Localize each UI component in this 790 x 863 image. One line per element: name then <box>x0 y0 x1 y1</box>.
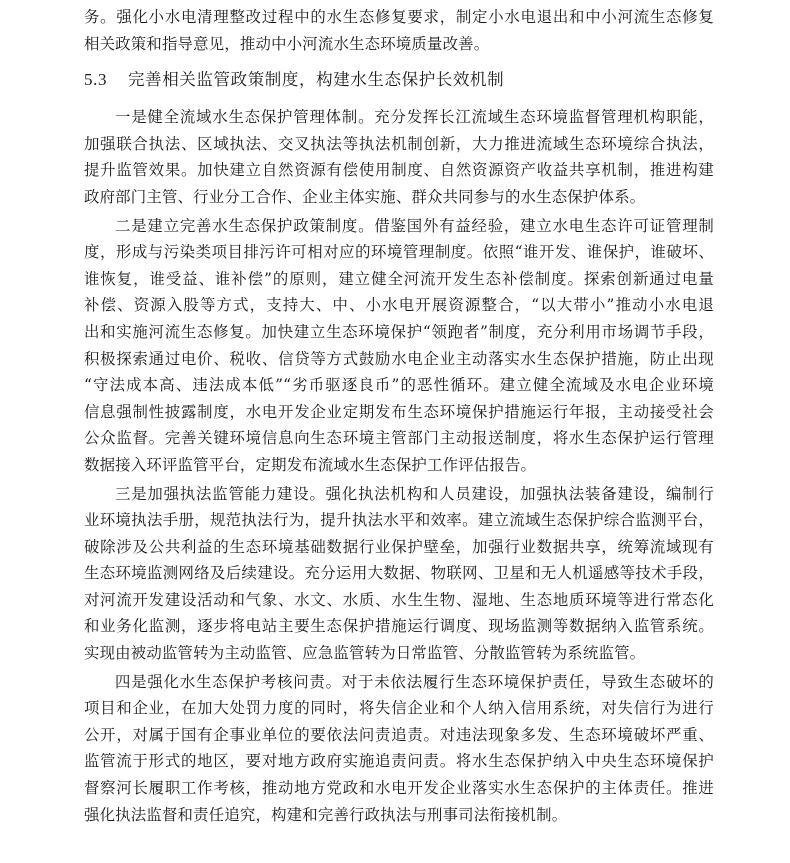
text-line: 和业务化监测，逐步将电站主要生态保护措施运行调度、现场监测等数据纳入监管系统。 <box>84 617 714 636</box>
section-heading <box>84 66 714 94</box>
text-line: 相关政策和指导意见，推动中小河流水生态环境质量改善。 <box>84 34 490 53</box>
paragraph-policy-system <box>84 213 714 479</box>
text-line: 积极探索通过电价、税收、信贷等方式鼓励水电企业主动落实水生态保护措施，防止出现 <box>84 349 714 368</box>
text-line: 二是建立完善水生态保护政策制度。借鉴国外有益经验，建立水电生态许可证管理制 <box>115 216 714 235</box>
text-line: 政府部门主管、行业分工合作、企业主体实施、群众共同参与的水生态保护体系。 <box>84 187 646 206</box>
text-line: 督察河长履职工作考核，推动地方党政和水电开发企业落实水生态保护的主体责任。推进 <box>84 779 714 798</box>
text-line: 强化执法监督和责任追究，构建和完善行政执法与刑事司法衔接机制。 <box>84 805 568 824</box>
text-line: 实现由被动监管转为主动监管、应急监管转为日常监管、分散监管转为系统监管。 <box>84 644 646 663</box>
text-line: 加强联合执法、区域执法、交叉执法等执法机制创新，大力推进流域生态环境综合执法， <box>84 134 714 153</box>
text-line: 四是强化水生态保护考核问责。对于未依法履行生态环境保护责任，导致生态破坏的 <box>115 672 714 691</box>
text-line: 度，形成与污染类项目排污许可相对应的环境管理制度。依照“谁开发、谁保护，谁破坏、 <box>84 243 714 262</box>
text-line: 监管流于形式的地区，要对地方政府实施追责问责。将水生态保护纳入中央生态环境保护 <box>84 752 714 771</box>
section-number: 5.3 <box>84 70 108 90</box>
paragraph-enforcement-capacity <box>84 481 714 667</box>
text-line: 一是健全流域水生态保护管理体制。充分发挥长江流域生态环境监督管理机构职能， <box>115 108 714 127</box>
text-line: 谁恢复，谁受益、谁补偿”的原则，建立健全河流开发生态补偿制度。探索创新通过电量 <box>84 269 714 288</box>
text-line: 信息强制性披露制度，水电开发企业定期发布生态环境保护措施运行年报，主动接受社会 <box>84 402 714 421</box>
continuation-paragraph <box>84 4 714 57</box>
text-line: 提升监管效果。加快建立自然资源有偿使用制度、自然资源资产收益共享机制，推进构建 <box>84 161 714 180</box>
text-line: 项目和企业，在加大处罚力度的同时，将失信企业和个人纳入信用系统，对失信行为进行 <box>84 699 714 718</box>
text-line: 公众监督。完善关键环境信息向生态环境主管部门主动报送制度，将水生态保护运行管理 <box>84 429 714 448</box>
text-line: 务。强化小水电清理整改过程中的水生态修复要求，制定小水电退出和中小河流生态修复 <box>84 8 714 26</box>
section-title: 完善相关监管政策制度，构建水生态保护长效机制 <box>128 70 505 90</box>
text-line: 公开，对属于国有企事业单位的要依法问责追责。对违法现象多发、生态环境破坏严重、 <box>84 725 714 744</box>
paragraph-management-system <box>84 104 714 210</box>
text-line: 出和实施河流生态修复。加快建立生态环境保护“领跑者”制度，充分利用市场调节手段， <box>84 322 714 341</box>
text-line: 数据接入环评监管平台，定期发布流域水生态保护工作评估报告。 <box>84 455 537 474</box>
text-line: “守法成本高、违法成本低”“劣币驱逐良币”的恶性循环。建立健全流域及水电企业环境 <box>84 376 714 395</box>
text-line: 对河流开发建设活动和气象、水文、水质、水生生物、湿地、生态地质环境等进行常态化 <box>84 590 714 609</box>
text-line: 三是加强执法监管能力建设。强化执法机构和人员建设，加强执法装备建设，编制行 <box>115 484 714 503</box>
text-line: 业环境执法手册，规范执法行为，提升执法水平和效率。建立流域生态保护综合监测平台， <box>84 511 714 530</box>
text-line: 破除涉及公共利益的生态环境基础数据行业保护壁垒，加强行业数据共享，统筹流域现有 <box>84 537 714 556</box>
text-line: 补偿、资源入股等方式，支持大、中、小水电开展资源整合，“以大带小”推动小水电退 <box>84 296 714 315</box>
text-line: 生态环境监测网络及后续建设。充分运用大数据、物联网、卫星和无人机遥感等技术手段， <box>84 564 714 583</box>
paragraph-accountability <box>84 669 714 829</box>
